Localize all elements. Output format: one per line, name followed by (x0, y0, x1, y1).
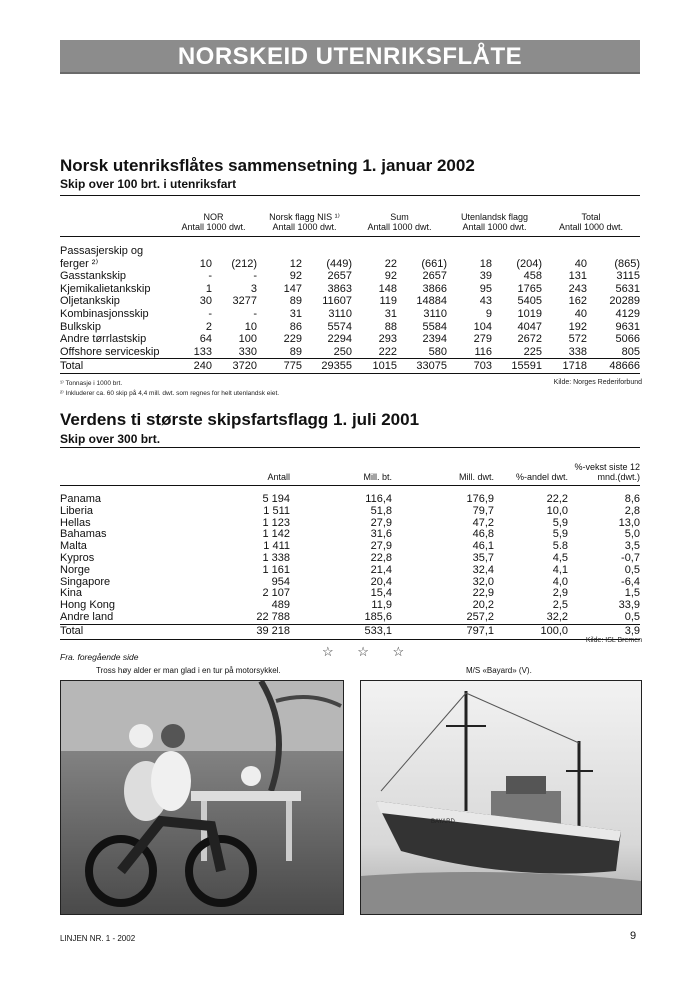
col-group-foreign: Utenlandsk flagg Antall 1000 dwt. (447, 196, 542, 237)
table-cell: 338 (568, 345, 587, 358)
table-cell: 3,5 (624, 540, 640, 553)
table-cell: 176,9 (466, 493, 494, 505)
table-cell: - (208, 307, 212, 320)
row-label: Malta (60, 540, 87, 553)
table-cell: 458 (523, 270, 542, 283)
table-cell: 148 (378, 282, 397, 295)
table-cell (542, 245, 587, 258)
fleet-composition-table (60, 195, 640, 374)
table-cell: 1 (205, 282, 212, 295)
fleet-table-row (60, 346, 640, 359)
table-cell: 0,5 (624, 610, 640, 623)
fleet-table-header (60, 196, 640, 237)
row-label: Offshore serviceskip (60, 345, 160, 358)
table-cell: 32,2 (546, 610, 568, 623)
section2-title: Verdens ti største skipsfartsflagg 1. juli 2001 (60, 410, 420, 429)
fleet-table-row (60, 258, 640, 271)
row-label: Bahamas (60, 528, 107, 541)
table-cell: 3115 (616, 270, 640, 283)
row-label: Kypros (60, 551, 95, 564)
table-cell: 20289 (609, 295, 640, 308)
table-cell: 11,9 (371, 599, 392, 612)
table-cell: 5066 (615, 333, 640, 346)
table-cell: 185,6 (364, 610, 392, 623)
table-cell: 22,2 (546, 493, 568, 505)
table-cell: 116,4 (365, 493, 392, 505)
table-cell: 51,8 (370, 504, 392, 517)
flags-total-row: Total 39 218 533,1 797,1 100,0 3,9 (60, 624, 640, 639)
table-cell (397, 245, 447, 258)
section2-subtitle: Skip over 300 brt. (60, 432, 161, 446)
table-cell: 30 (199, 295, 212, 308)
table-cell: 1 338 (262, 551, 290, 564)
row-label: Kina (60, 587, 83, 600)
fleet-table-row (60, 321, 640, 334)
table-cell: 46,1 (472, 540, 494, 553)
section1-subtitle: Skip over 100 brt. i utenriksfart (60, 177, 237, 191)
table-cell: 89 (289, 345, 302, 358)
flags-table-row (60, 612, 640, 624)
table-cell: 32,4 (472, 563, 494, 576)
table-cell: 954 (271, 575, 290, 588)
table-cell: 31,6 (370, 528, 392, 541)
fleet-table-row (60, 270, 640, 283)
table-cell: 4,1 (552, 563, 568, 576)
table-cell: 92 (289, 270, 302, 283)
flags-table-row (60, 553, 640, 565)
table-cell: 5 194 (262, 493, 290, 505)
table-cell: 572 (568, 333, 587, 346)
table-cell: 22 788 (256, 610, 290, 623)
table-cell: 2,8 (624, 504, 640, 517)
table-cell: 22,9 (472, 587, 494, 600)
fleet-total-row: Total 240 3720 775 29355 1015 33075 703 15591 1718 48666 (60, 360, 640, 373)
table-cell: 225 (523, 345, 542, 358)
table-cell: 580 (428, 345, 447, 358)
table-cell: (212) (231, 257, 257, 270)
table-cell: 27,9 (370, 540, 392, 553)
motorcycle-photo (60, 680, 344, 915)
footnote-1: ¹⁾ Tonnasje i 1000 brt. (60, 380, 123, 387)
table-cell: 3110 (423, 307, 447, 320)
table-cell: - (208, 270, 212, 283)
table-cell: 257,2 (466, 610, 494, 623)
table-cell: (204) (516, 257, 542, 270)
table-cell: 33,9 (618, 599, 640, 612)
table-cell: 14884 (416, 295, 447, 308)
row-label: Andre land (60, 610, 114, 623)
table-cell: 279 (473, 333, 492, 346)
table-cell (212, 245, 257, 258)
table-cell: 119 (379, 295, 397, 308)
source-isl-bremen: Kilde: ISL Bremen (585, 637, 642, 644)
table-cell: 2,5 (552, 599, 568, 612)
table-cell: 2394 (422, 333, 447, 346)
table-cell: 131 (568, 270, 587, 283)
table-cell: 20,4 (370, 575, 392, 588)
table-cell (447, 245, 492, 258)
row-label: Bulkskip (60, 320, 101, 333)
row-label: Passasjerskip og (60, 245, 144, 257)
table-cell: 1 511 (263, 504, 290, 517)
table-cell: - (253, 307, 257, 320)
table-cell: 5631 (615, 282, 640, 295)
fleet-table-row (60, 245, 640, 258)
table-cell: 22 (384, 257, 397, 270)
col-group-sum: Sum Antall 1000 dwt. (352, 196, 447, 237)
table-cell: 18 (479, 257, 492, 270)
table-cell: 40 (574, 257, 587, 270)
table-cell: 147 (283, 282, 302, 295)
table-cell: 22,8 (370, 551, 392, 564)
row-label: Singapore (60, 575, 111, 588)
table-cell: 15,4 (370, 587, 392, 600)
table-cell: 40 (574, 307, 587, 320)
table-cell: 5584 (422, 320, 447, 333)
row-label: Hellas (60, 516, 91, 529)
table-cell: 104 (473, 320, 492, 333)
table-cell: 3277 (232, 295, 257, 308)
table-cell: 1 142 (262, 528, 290, 541)
table-cell: 1 411 (263, 540, 290, 553)
fleet-table-row (60, 308, 640, 321)
table-cell: 39 (479, 270, 492, 283)
table-cell: 2657 (327, 270, 352, 283)
table-cell: 250 (333, 345, 352, 358)
table-cell: 2,9 (552, 587, 568, 600)
table-cell: 330 (238, 345, 257, 358)
table-cell: 10 (199, 257, 212, 270)
table-cell: 2672 (517, 333, 542, 346)
row-label: ferger ²⁾ (60, 257, 99, 270)
table-cell: 1 161 (262, 563, 290, 576)
publication-footer: LINJEN NR. 1 - 2002 (60, 934, 136, 943)
table-cell: 10 (244, 320, 257, 333)
table-cell: 89 (289, 295, 302, 308)
table-cell: 43 (479, 295, 492, 308)
table-cell: 64 (199, 333, 212, 346)
star-ornament: ☆ ☆ ☆ (322, 644, 415, 659)
table-cell: 1765 (517, 282, 542, 295)
table-cell: 1,5 (624, 587, 640, 600)
table-cell: 2 (205, 320, 212, 333)
table-cell: -6,4 (621, 575, 640, 588)
flags-table-header: Antall Mill. bt. Mill. dwt. %-andel dwt. %-vekst siste 12 mnd.(dwt.) (60, 448, 640, 486)
table-cell: 3863 (327, 282, 352, 295)
table-cell: 243 (568, 282, 587, 295)
table-cell: 0,5 (624, 563, 640, 576)
caption-motorcycle: Tross høy alder er man glad i en tur på motorsykkel. (96, 666, 281, 675)
table-cell: (449) (326, 257, 352, 270)
table-cell: 3110 (328, 307, 352, 320)
table-cell: 88 (384, 320, 397, 333)
row-label: Kjemikalietankskip (60, 282, 151, 295)
table-cell: 3866 (422, 282, 447, 295)
footnote-2: ²⁾ Inkluderer ca. 60 skip på 4,4 mill. dwt. som regnes for helt utenlandsk eiet. (60, 390, 280, 397)
caption-ship: M/S «Bayard» (V). (466, 666, 532, 675)
top-flags-table (60, 447, 640, 640)
table-cell: 2657 (422, 270, 447, 283)
table-cell: (865) (614, 257, 640, 270)
row-label: Gasstankskip (60, 270, 127, 283)
table-cell (587, 245, 640, 258)
page-number: 9 (630, 930, 637, 942)
table-cell (302, 245, 352, 258)
row-label: Oljetankskip (60, 295, 120, 308)
table-cell: 2294 (327, 333, 352, 346)
section1-title: Norsk utenriksflåtes sammensetning 1. januar 2002 (60, 156, 475, 175)
table-cell: 805 (621, 345, 640, 358)
table-cell: 162 (568, 295, 587, 308)
prev-page-note: Fra. foregående side (60, 652, 139, 662)
fleet-table-row (60, 333, 640, 346)
table-cell: 5405 (517, 295, 542, 308)
table-cell (257, 245, 302, 258)
table-cell: 4,5 (552, 551, 568, 564)
table-cell: (661) (421, 257, 447, 270)
table-cell: 5,0 (624, 528, 640, 541)
row-label: Liberia (60, 504, 94, 517)
table-cell: 47,2 (472, 516, 494, 529)
table-cell: 79,7 (472, 504, 494, 517)
table-cell: 31 (289, 307, 302, 320)
row-label: Panama (60, 493, 101, 505)
table-cell: 100 (238, 333, 257, 346)
table-cell: 11607 (322, 295, 352, 308)
table-cell: 133 (193, 345, 212, 358)
source-rederiforbund: Kilde: Norges Rederiforbund (553, 379, 642, 386)
table-cell: 92 (384, 270, 397, 283)
table-cell: 4,0 (552, 575, 568, 588)
table-cell: 116 (474, 345, 492, 358)
table-cell (170, 245, 212, 258)
table-cell (352, 245, 397, 258)
fleet-table-row (60, 295, 640, 308)
table-cell: 12 (289, 257, 302, 270)
table-cell: 2 107 (262, 587, 290, 600)
table-cell: 32,0 (472, 575, 494, 588)
table-cell: 20,2 (472, 599, 494, 612)
table-cell: 31 (384, 307, 397, 320)
row-label: Norge (60, 563, 90, 576)
flags-table-row (60, 565, 640, 577)
fleet-table-row (60, 283, 640, 296)
col-group-total: Total Antall 1000 dwt. (542, 196, 640, 237)
table-cell: 5,9 (552, 528, 568, 541)
table-cell: 4047 (517, 320, 542, 333)
row-label: Kombinasjonsskip (60, 307, 149, 320)
table-cell: 489 (271, 599, 290, 612)
ship-photo (360, 680, 642, 915)
col-group-nis: Norsk flagg NIS ¹⁾ Antall 1000 dwt. (257, 196, 352, 237)
row-label: Andre tørrlastskip (60, 333, 147, 346)
table-cell: 1019 (517, 307, 542, 320)
table-cell: 35,7 (472, 551, 494, 564)
table-cell: 95 (479, 282, 492, 295)
row-label: Hong Kong (60, 599, 116, 612)
table-cell: 46,8 (472, 528, 494, 541)
ship-illustration (361, 681, 641, 914)
flags-table-row (60, 506, 640, 518)
table-cell: 5,9 (552, 516, 568, 529)
ship-name-text: BAYARD (431, 819, 455, 825)
table-cell: - (253, 270, 257, 283)
col-group-nor: NOR Antall 1000 dwt. (170, 196, 257, 237)
table-cell: 9631 (615, 320, 640, 333)
motorcycle-illustration (61, 681, 343, 914)
table-cell: 8,6 (624, 493, 640, 505)
table-cell: 86 (289, 320, 302, 333)
table-cell: 10,0 (546, 504, 568, 517)
table-cell: 13,0 (618, 516, 640, 529)
table-cell: 293 (378, 333, 397, 346)
table-cell: 21,4 (370, 563, 392, 576)
table-cell: 222 (378, 345, 397, 358)
table-cell: 5574 (327, 320, 352, 333)
table-cell (492, 245, 542, 258)
table-cell: 229 (283, 333, 302, 346)
table-cell: 4129 (615, 307, 640, 320)
table-cell: 5.8 (552, 540, 568, 553)
page-banner: NORSKEID UTENRIKSFLÅTE (60, 40, 640, 74)
table-cell: 27,9 (370, 516, 392, 529)
table-cell: -0,7 (621, 551, 640, 564)
table-cell: 1 123 (262, 516, 290, 529)
table-cell: 3 (250, 282, 257, 295)
table-cell: 9 (485, 307, 492, 320)
table-cell: 192 (568, 320, 587, 333)
